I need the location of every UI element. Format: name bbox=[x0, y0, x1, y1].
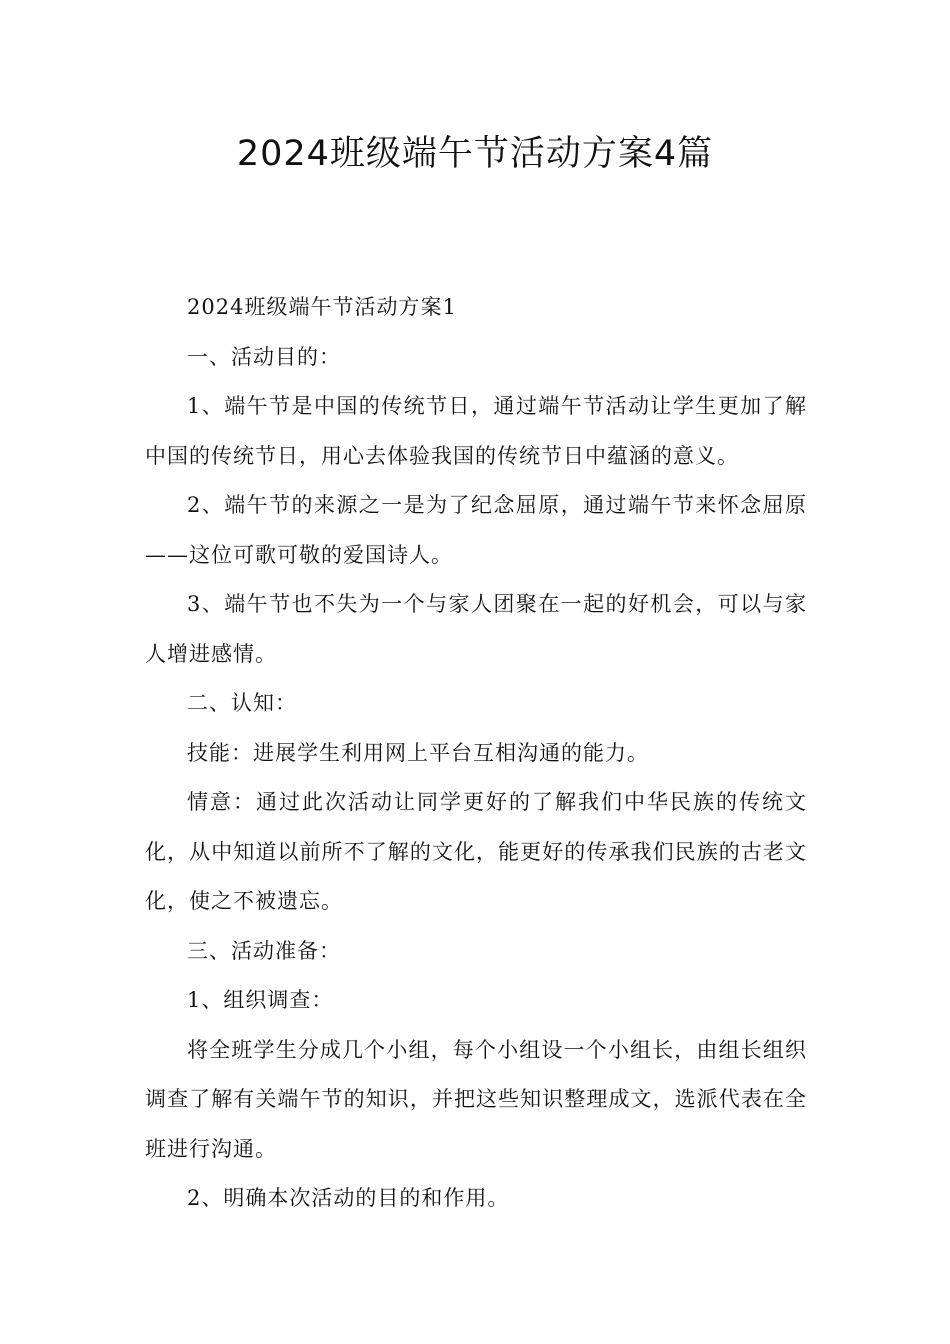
paragraph-section-heading: 2024班级端午节活动方案1 bbox=[187, 295, 457, 319]
document-title: 2024班级端午节活动方案4篇 bbox=[236, 134, 714, 174]
paragraph-preparation-heading: 三、活动准备： bbox=[187, 938, 341, 963]
paragraph-purpose-3: 3、端午节也不失为一个与家人团聚在一起的好机会，可以与家人增进感情。 bbox=[145, 592, 807, 666]
paragraph-emotion: 情意：通过此次活动让同学更好的了解我们中华民族的传统文化，从中知道以前所不了解的文化，能更好的传承我们民族的古老文化，使之不被遗忘。 bbox=[145, 790, 807, 913]
paragraph-cognition-heading: 二、认知： bbox=[187, 691, 297, 715]
paragraph-purpose-2: 2、端午节的来源之一是为了纪念屈原，通过端午节来怀念屈原——这位可歌可敬的爱国诗人。 bbox=[145, 493, 807, 567]
paragraph-survey-detail: 将全班学生分成几个小组，每个小组设一个小组长，由组长组织调查了解有关端午节的知识，并把这些知识整理成文，选派代表在全班进行沟通。 bbox=[145, 1037, 807, 1161]
paragraph-survey-heading: 1、组织调查： bbox=[187, 988, 334, 1012]
paragraph-purpose-1: 1、端午节是中国的传统节日，通过端午节活动让学生更加了解中国的传统节日，用心去体验我国的传统节日中蕴涵的意义。 bbox=[145, 394, 807, 468]
paragraph-clarify-purpose: 2、明确本次活动的目的和作用。 bbox=[187, 1186, 510, 1210]
paragraph-skill: 技能：进展学生利用网上平台互相沟通的能力。 bbox=[187, 740, 649, 765]
document-body bbox=[145, 283, 807, 1224]
paragraph-purpose-heading: 一、活动目的： bbox=[187, 344, 341, 369]
